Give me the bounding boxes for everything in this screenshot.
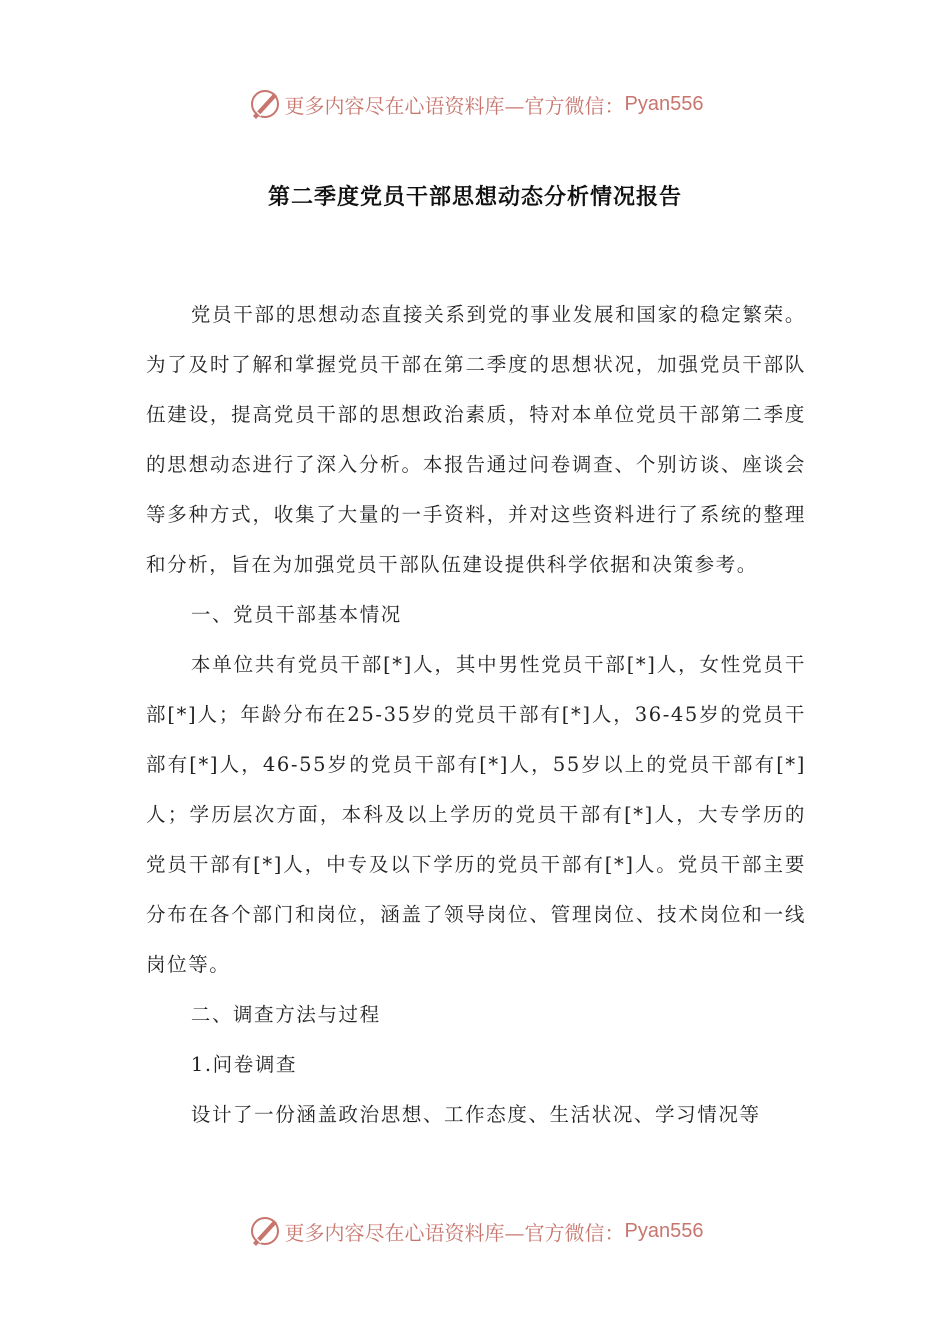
section-heading-methods: 二、调查方法与过程 [190, 1003, 381, 1026]
paragraph-intro: 党员干部的思想动态直接关系到党的事业发展和国家的稳定繁荣。为了及时了解和掌握党员干部在第二季度的思想状况，加强党员干部队伍建设，提高党员干部的思想政治素质，特对本单位党员干部第二季度的思想动态进行了深入分析。本报告通过问卷调查、个别访谈、座谈会等多种方式，收集了大量的一手资料，并对这些资料进行了系统的整理和分析，旨在为加强党员干部队伍建设提供科学依据和决策参考。 [146, 303, 806, 576]
document-body [146, 290, 806, 1140]
watermark-wechat-id: Pyan556 [624, 1219, 704, 1242]
pen-logo-icon [247, 86, 283, 122]
watermark-wechat-id: Pyan556 [624, 92, 704, 115]
pen-logo-icon [247, 1213, 283, 1249]
paragraph-basic-info: 本单位共有党员干部[*]人，其中男性党员干部[*]人，女性党员干部[*]人；年龄分布在25-35岁的党员干部有[*]人，36-45岁的党员干部有[*]人，46-55岁的党员干部有[*]人，55岁以上的党员干部有[*]人；学历层次方面，本科及以上学历的党员干部有[*]人，大专学历的党员干部有[*]人，中专及以下学历的党员干部有[*]人。党员干部主要分布在各个部门和岗位，涵盖了领导岗位、管理岗位、技术岗位和一线岗位等。 [146, 653, 806, 976]
watermark-text: 更多内容尽在心语资料库—官方微信： [284, 93, 625, 118]
watermark-banner-top [0, 84, 950, 124]
watermark-banner-bottom [0, 1211, 950, 1251]
watermark-text: 更多内容尽在心语资料库—官方微信： [284, 1220, 625, 1245]
paragraph-questionnaire: 设计了一份涵盖政治思想、工作态度、生活状况、学习情况等 [190, 1103, 761, 1126]
subheading-questionnaire: 1.问卷调查 [190, 1053, 298, 1076]
section-heading-basic-info: 一、党员干部基本情况 [190, 603, 402, 626]
document-title: 第二季度党员干部思想动态分析情况报告 [267, 185, 682, 210]
